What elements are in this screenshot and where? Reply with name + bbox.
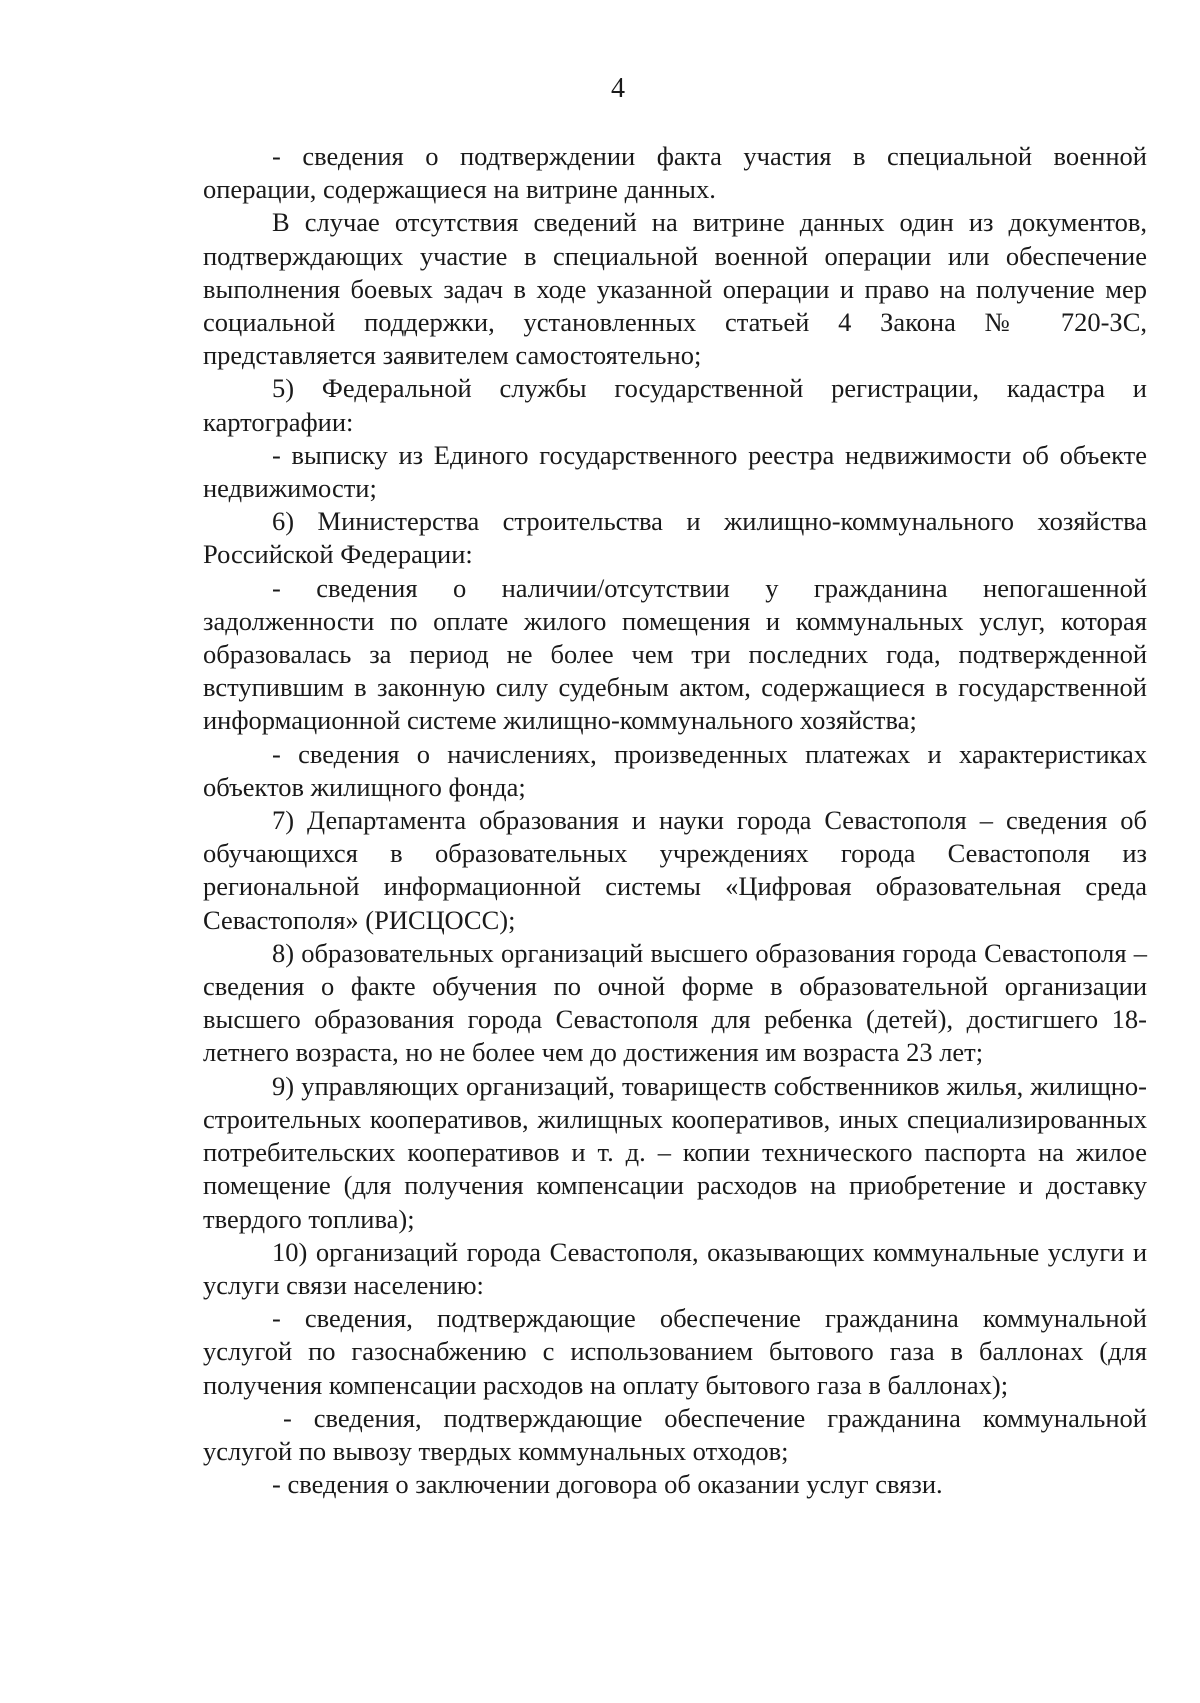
paragraph-debt-info: - сведения о наличии/отсутствии у гражданина непогашенной задолженности по оплате жилого помещения и коммунальных услуг, которая образовалась за период не более чем три последних года, подтвержденной вступившим в законную силу судебным актом, содержащиеся в государственной информационной системе жилищно-коммунального хозяйства; <box>203 572 1147 736</box>
paragraph-item-10-utility-orgs: 10) организаций города Севастополя, оказывающих коммунальные услуги и услуги связи населению: <box>203 1236 1147 1300</box>
paragraph-communication-contract: - сведения о заключении договора об оказании услуг связи. <box>272 1469 943 1500</box>
paragraph-item-5-rosreestr: 5) Федеральной службы государственной регистрации, кадастра и картографии: <box>203 373 1147 437</box>
paragraph-gas-cylinders: - сведения, подтверждающие обеспечение гражданина коммунальной услугой по газоснабжению с использованием бытового газа в баллонах (для получения компенсации расходов на оплату бытового газа в баллонах); <box>203 1303 1147 1400</box>
page-number: 4 <box>611 73 625 104</box>
paragraph-egrn-extract: - выписку из Единого государственного реестра недвижимости об объекте недвижимости; <box>203 439 1147 504</box>
paragraph-item-6-minstroy: 6) Министерства строительства и жилищно-коммунального хозяйства Российской Федерации: <box>203 506 1147 570</box>
paragraph-item-7-education-dept: 7) Департамента образования и науки города Севастополя – сведения об обучающихся в образовательных учреждениях города Севастополя из региональной информационной системы «Цифровая образовательная среда Севастополя» (РИСЦОСС); <box>203 805 1147 935</box>
paragraph-no-data-case: В случае отсутствия сведений на витрине данных один из документов, подтверждающих участие в специальной военной операции или обеспечение выполнения боевых задач в ходе указанной операции и право на получение мер социальной поддержки, установленных статьей 4 Закона № 720-ЗС, представляется заявителем самостоятельно; <box>203 207 1147 371</box>
document-body <box>203 140 1147 1501</box>
paragraph-charges-info: - сведения о начислениях, произведенных платежах и характеристиках объектов жилищного фонда; <box>203 738 1147 802</box>
paragraph-item-8-universities: 8) образовательных организаций высшего образования города Севастополя – сведения о факте обучения по очной форме в образовательной организации высшего образования города Севастополя для ребенка (детей), достигшего 18-летнего возраста, но не более чем до достижения им возраста 23 лет; <box>203 937 1147 1068</box>
paragraph-waste-removal: - сведения, подтверждающие обеспечение гражданина коммунальной услугой по вывозу твердых коммунальных отходов; <box>203 1402 1147 1466</box>
paragraph-item-9-management-orgs: 9) управляющих организаций, товариществ собственников жилья, жилищно-строительных кооперативов, жилищных кооперативов, иных специализированных потребительских кооперативов и т. д. – копии технического паспорта на жилое помещение (для получения компенсации расходов на приобретение и доставку твердого топлива); <box>203 1070 1147 1234</box>
paragraph-svo-vitrina: - сведения о подтверждении факта участия в специальной военной операции, содержащиеся на витрине данных. <box>203 141 1147 205</box>
